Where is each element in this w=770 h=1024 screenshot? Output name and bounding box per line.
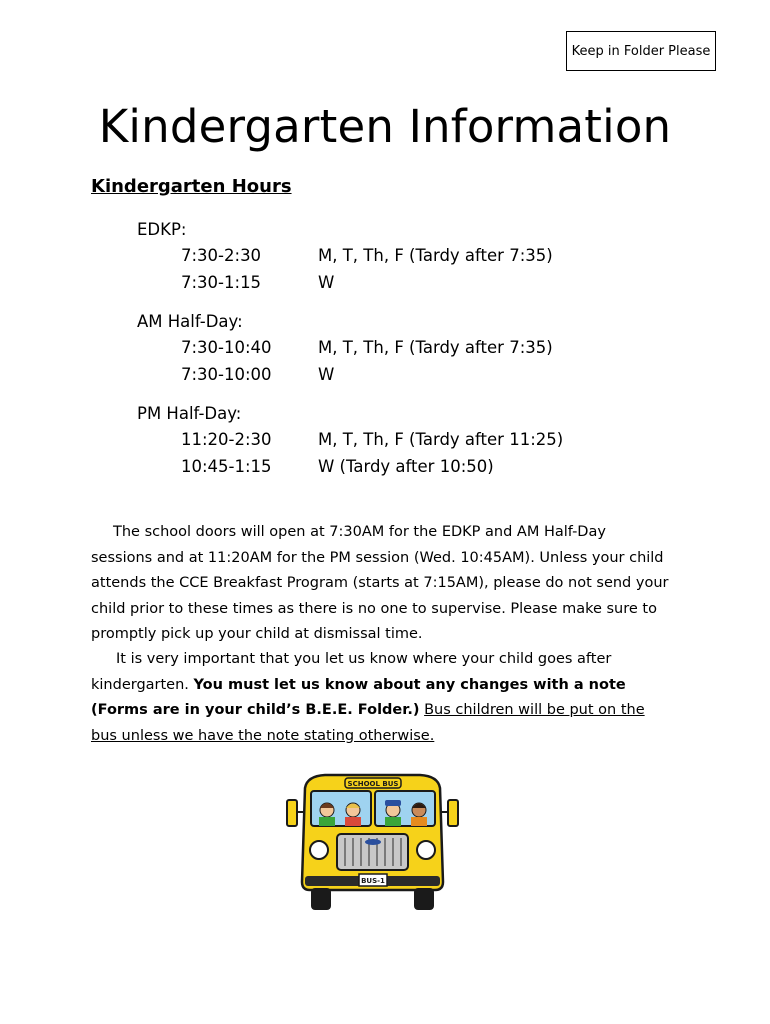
bus-policy-text: Bus children will be put on the bus unless we have the note stating otherwise. — [91, 702, 645, 744]
session-days: M, T, Th, F (Tardy after 7:35) — [318, 246, 553, 265]
session-time: 10:45-1:15 — [181, 457, 272, 476]
note-requirement-text: You must let us know about any changes with a note (Forms are in your child’s B.E.E. Folder.) — [91, 676, 626, 718]
session-time: 7:30-2:30 — [181, 246, 262, 265]
session-label-pm-half-day: PM Half-Day: — [137, 404, 242, 423]
session-days: M, T, Th, F (Tardy after 7:35) — [318, 338, 553, 357]
session-label-am-half-day: AM Half-Day: — [137, 312, 243, 331]
session-time: 7:30-10:00 — [181, 365, 272, 384]
hours-heading: Kindergarten Hours — [91, 176, 292, 197]
bus-plate-label: BUS-1 — [361, 877, 385, 885]
session-time: 7:30-1:15 — [181, 273, 262, 292]
school-bus-icon — [285, 770, 460, 915]
session-days: W — [318, 365, 335, 384]
keep-in-folder-text: Keep in Folder Please — [571, 43, 711, 59]
page-title: Kindergarten Information — [98, 100, 672, 153]
door-schedule-paragraph: The school doors will open at 7:30AM for the EDKP and AM Half-Day sessions and at 11:20AM for the PM session (Wed. 10:45AM). Unless your child attends the CCE Breakfast Program (starts at 7:15AM), please do not send your child prior to these times as there is no one to supervise. Please make sure to promptly pick up your child at dismissal time. — [91, 524, 669, 642]
school-bus-illustration — [285, 770, 460, 915]
dismissal-note-paragraph — [91, 647, 671, 749]
session-days: W (Tardy after 10:50) — [318, 457, 494, 476]
keep-in-folder-note — [566, 31, 716, 71]
session-days: W — [318, 273, 335, 292]
session-time: 7:30-10:40 — [181, 338, 272, 357]
bus-sign-label: SCHOOL BUS — [347, 780, 399, 788]
session-label-edkp: EDKP: — [137, 220, 187, 239]
session-days: M, T, Th, F (Tardy after 11:25) — [318, 430, 564, 449]
session-time: 11:20-2:30 — [181, 430, 272, 449]
dismissal-intro-text: It is very important that you let us know where your child goes after kindergarten. — [91, 651, 612, 693]
